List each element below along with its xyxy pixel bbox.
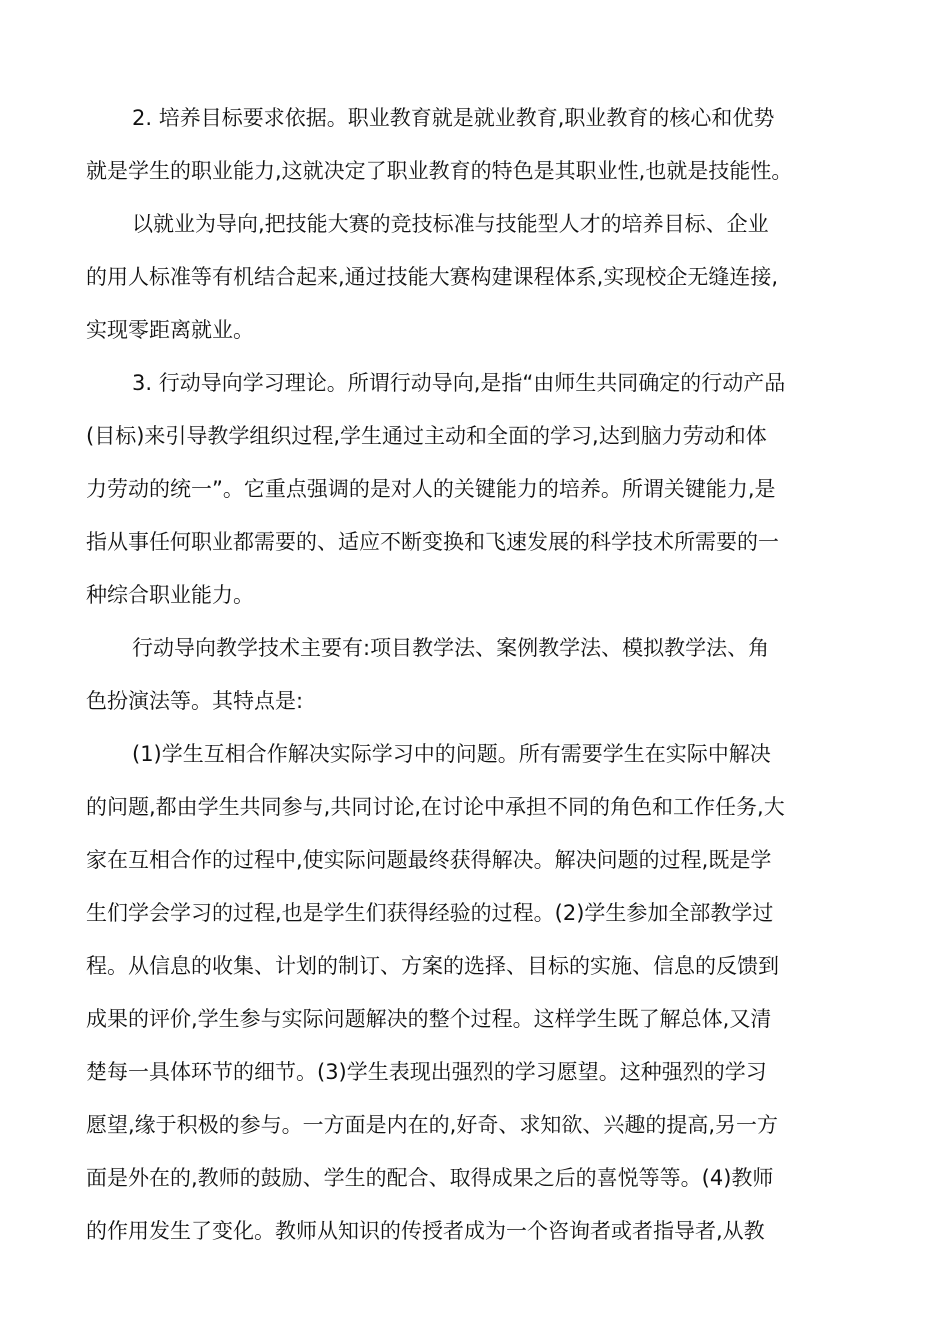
text-line: 2. 培养目标要求依据。职业教育就是就业教育,职业教育的核心和优势 — [132, 106, 775, 130]
text-line: 面是外在的,教师的鼓励、学生的配合、取得成果之后的喜悦等等。(4)教师 — [86, 1166, 774, 1190]
text-line: 指从事任何职业都需要的、适应不断变换和飞速发展的科学技术所需要的一 — [86, 530, 779, 554]
text-line: (1)学生互相合作解决实际学习中的问题。所有需要学生在实际中解决 — [132, 742, 771, 766]
text-line: (目标)来引导教学组织过程,学生通过主动和全面的学习,达到脑力劳动和体 — [86, 424, 767, 448]
text-line: 就是学生的职业能力,这就决定了职业教育的特色是其职业性,也就是技能性。 — [86, 159, 793, 183]
text-line: 程。从信息的收集、计划的制订、方案的选择、目标的实施、信息的反馈到 — [86, 954, 779, 978]
text-line: 家在互相合作的过程中,使实际问题最终获得解决。解决问题的过程,既是学 — [86, 848, 772, 872]
text-line: 实现零距离就业。 — [86, 318, 254, 342]
text-line: 愿望,缘于积极的参与。一方面是内在的,好奇、求知欲、兴趣的提高,另一方 — [86, 1113, 779, 1137]
text-line: 的作用发生了变化。教师从知识的传授者成为一个咨询者或者指导者,从教 — [86, 1219, 765, 1243]
text-line: 种综合职业能力。 — [86, 583, 254, 607]
text-line: 行动导向教学技术主要有:项目教学法、案例教学法、模拟教学法、角 — [132, 636, 770, 660]
text-line: 以就业为导向,把技能大赛的竞技标准与技能型人才的培养目标、企业 — [132, 212, 769, 236]
text-line: 色扮演法等。其特点是: — [86, 689, 304, 713]
text-line: 生们学会学习的过程,也是学生们获得经验的过程。(2)学生参加全部教学过 — [86, 901, 774, 925]
document-page — [86, 92, 866, 1258]
text-line: 的问题,都由学生共同参与,共同讨论,在讨论中承担不同的角色和工作任务,大 — [86, 795, 785, 819]
text-line: 楚每一具体环节的细节。(3)学生表现出强烈的学习愿望。这种强烈的学习 — [86, 1060, 767, 1084]
text-line: 成果的评价,学生参与实际问题解决的整个过程。这样学生既了解总体,又清 — [86, 1007, 772, 1031]
text-line: 的用人标准等有机结合起来,通过技能大赛构建课程体系,实现校企无缝连接, — [86, 265, 779, 289]
text-line: 力劳动的统一”。它重点强调的是对人的关键能力的培养。所谓关键能力,是 — [86, 477, 776, 501]
text-line: 3. 行动导向学习理论。所谓行动导向,是指“由师生共同确定的行动产品 — [132, 371, 786, 395]
